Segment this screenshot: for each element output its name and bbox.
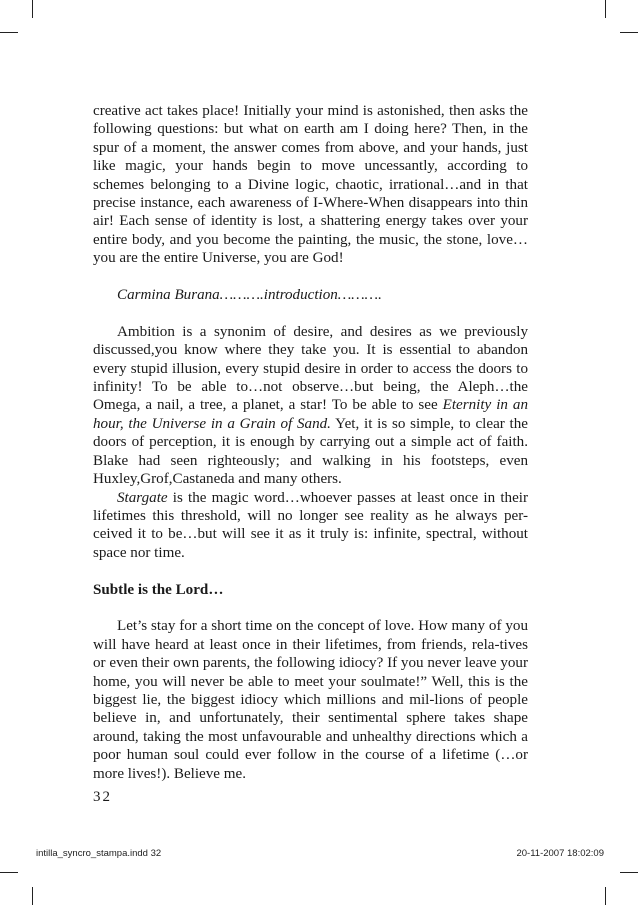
- crop-mark-top-right-horizontal: [620, 32, 638, 33]
- paragraph-gap: [93, 268, 528, 286]
- carmina-burana-text: Carmina Burana……….introduction……….: [117, 287, 382, 304]
- paragraph-creative-act: creative act takes place! Initially your mind is astonished, then asks the following questions: but what on earth am I doing here? Then, in the spur of a moment, the answer comes from above, and your hands, just like magic, your hands begin to move uncessantly, according to schemes belonging to a Divine logic, chaotic, irrational…and in that precise instance, each awareness of I-Where-When disappears into thin air! Each sense of identity is lost, a shattering energy takes over your entire body, and you become the painting, the music, the stone, love…you are the entire Universe, you are God!: [93, 103, 528, 267]
- paragraph-gap: [93, 599, 528, 617]
- crop-mark-top-right-vertical: [605, 0, 606, 18]
- crop-mark-bottom-left-vertical: [32, 887, 33, 905]
- ambition-quote: Eternity in an hour, the Universe in a Grain of Sand.: [93, 397, 528, 432]
- crop-mark-top-left-vertical: [32, 0, 33, 18]
- paragraph-stargate: [93, 489, 528, 563]
- paragraph-carmina-burana: [93, 286, 528, 304]
- stargate-word: Stargate: [117, 489, 168, 506]
- slug-date-time: 20-11-2007 18:02:09: [516, 848, 604, 859]
- paragraph-love: Let’s stay for a short time on the concept of love. How many of you will have heard at least once in their lifetimes, from friends, rela-tives or even their own parents, the following idiocy? If you never leave your home, you will never be able to meet your soulmate!” Well, this is the biggest lie, the biggest idiocy which millions and mil-lions of people believe in, and unfortunately, their sentimental sphere takes shape around, taking the most unfavourable and unhealthy directions which a poor human soul could ever follow in the course of a lifetime (…or more lives!). Believe me.: [93, 618, 528, 782]
- paragraph-gap: [93, 562, 528, 580]
- page-body: [93, 102, 528, 783]
- paragraph-ambition: [93, 323, 528, 489]
- crop-mark-bottom-right-vertical: [605, 887, 606, 905]
- page-number: 32: [93, 789, 112, 805]
- crop-mark-bottom-left-horizontal: [0, 872, 18, 873]
- crop-mark-bottom-right-horizontal: [620, 872, 638, 873]
- paragraph-gap: [93, 304, 528, 322]
- slug-file-name: intilla_syncro_stampa.indd 32: [36, 848, 162, 859]
- stargate-text: is the magic word…whoever passes at least once in their lifetimes this threshold, will no longer see reality as he always per-ceived it to be…but will see it as it truly is: infinite, spectral, without space nor time.: [93, 489, 528, 561]
- ambition-text-2: Yet, it is so simple, to clear the doors of perception, it is enough by carrying out a simple act of faith. Blake had seen righteously; and walking in his footsteps, even Huxley,Grof,Castaneda and many others.: [93, 415, 528, 488]
- crop-mark-top-left-horizontal: [0, 32, 18, 33]
- section-heading: Subtle is the Lord…: [93, 581, 224, 598]
- ambition-text-1: Ambition is a synonim of desire, and desires as we previously discussed,you know where they take you. It is essential to abandon every stupid illusion, every stupid desire in order to access the doors to infinity! To be able to…not observe…but being, the Aleph…the Omega, a nail, a tree, a planet, a star! To be able to see: [93, 323, 528, 414]
